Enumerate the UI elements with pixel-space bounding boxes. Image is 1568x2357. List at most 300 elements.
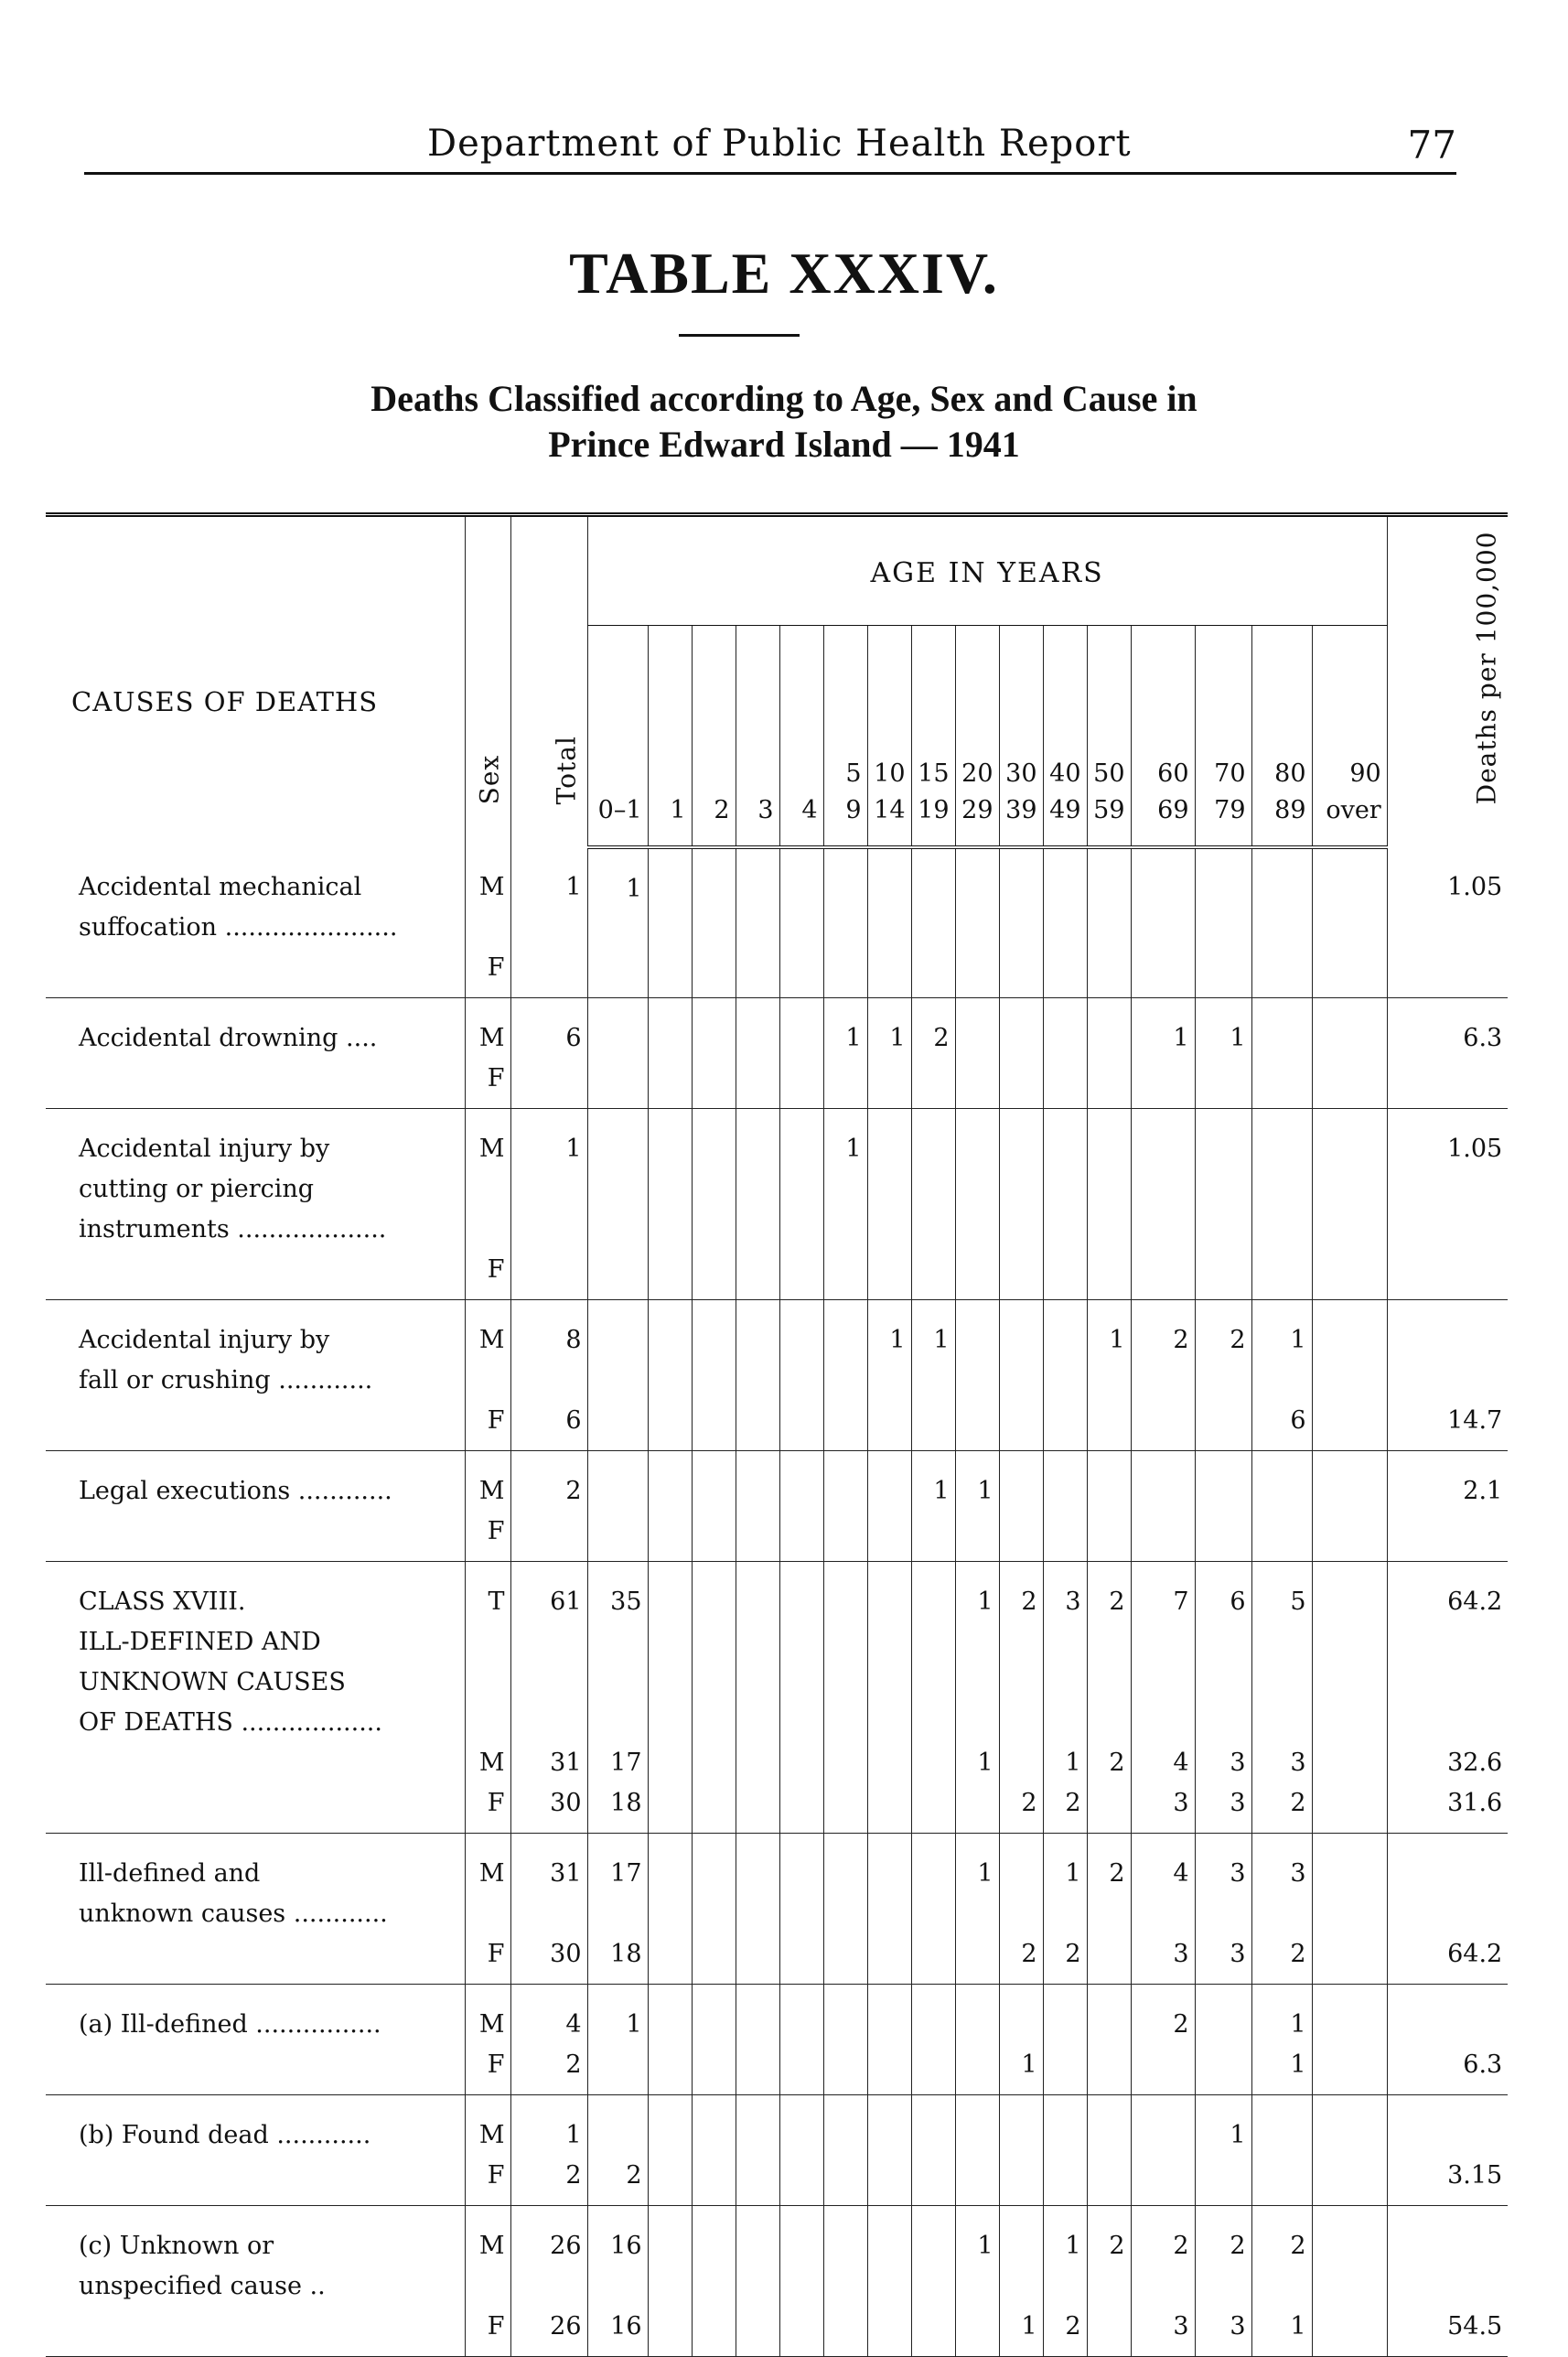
cause-cell: Accidental drowning .... <box>79 1023 378 1052</box>
age-count-cell <box>736 1401 779 1451</box>
age-count-cell <box>692 2094 736 2156</box>
age-count-cell <box>648 2156 692 2206</box>
age-count-cell <box>1043 1450 1087 1512</box>
age-count-cell <box>1195 2045 1251 2095</box>
age-count-cell <box>867 1561 911 1743</box>
age-count-cell <box>648 1108 692 1250</box>
age-count-cell <box>587 1512 648 1562</box>
age-count-cell <box>823 1833 867 1934</box>
total-cell: 26 <box>510 2205 587 2307</box>
age-count-cell <box>867 1059 911 1109</box>
age-count-cell <box>692 1401 736 1451</box>
age-count-cell <box>779 997 823 1059</box>
age-count-cell: 2 <box>1251 1934 1312 1985</box>
age-count-cell <box>736 2045 779 2095</box>
age-count-cell <box>1131 1401 1195 1451</box>
age-count-cell <box>692 1783 736 1834</box>
sex-cell: F <box>465 1934 510 1985</box>
sex-cell: F <box>465 1783 510 1834</box>
sex-cell: M <box>465 1450 510 1512</box>
age-count-cell <box>1195 2156 1251 2206</box>
total-cell: 1 <box>510 1108 587 1250</box>
age-count-cell <box>867 2307 911 2357</box>
age-count-cell <box>1312 1833 1387 1934</box>
age-count-cell <box>1312 1108 1387 1250</box>
age-count-cell <box>692 1250 736 1300</box>
age-count-cell <box>1195 847 1251 948</box>
age-count-cell: 5 <box>1251 1561 1312 1743</box>
age-count-cell <box>999 1108 1043 1250</box>
age-count-cell <box>999 1512 1043 1562</box>
age-count-cell <box>779 1934 823 1985</box>
age-count-cell <box>1087 847 1131 948</box>
age-count-cell <box>648 1984 692 2045</box>
total-cell: 31 <box>510 1833 587 1934</box>
total-cell <box>510 1250 587 1300</box>
age-count-cell <box>1312 948 1387 998</box>
age-count-cell <box>736 847 779 948</box>
rate-cell <box>1387 1299 1508 1401</box>
age-count-cell <box>1251 2156 1312 2206</box>
age-count-cell <box>779 2205 823 2307</box>
age-col-header: 2 <box>692 626 736 847</box>
age-count-cell <box>1087 1059 1131 1109</box>
age-count-cell <box>779 1250 823 1300</box>
age-col-header: 10 14 <box>867 626 911 847</box>
age-count-cell: 1 <box>823 997 867 1059</box>
age-count-cell <box>648 1833 692 1934</box>
page-number: 77 <box>1407 123 1456 167</box>
age-count-cell <box>955 1059 999 1109</box>
age-count-cell <box>911 1059 955 1109</box>
age-count-cell: 2 <box>1131 1299 1195 1401</box>
age-count-cell <box>736 1561 779 1743</box>
age-count-cell <box>736 1108 779 1250</box>
age-count-cell: 1 <box>1195 997 1251 1059</box>
age-count-cell <box>779 1059 823 1109</box>
age-count-cell <box>1043 948 1087 998</box>
age-count-cell <box>999 2156 1043 2206</box>
table-row <box>46 1450 1508 1512</box>
age-count-cell <box>587 2045 648 2095</box>
age-count-cell <box>867 1250 911 1300</box>
age-col-header: 20 29 <box>955 626 999 847</box>
age-count-cell <box>911 1561 955 1743</box>
age-count-cell: 6 <box>1251 1401 1312 1451</box>
rate-cell <box>1387 1984 1508 2045</box>
age-count-cell <box>823 1059 867 1109</box>
total-cell: 30 <box>510 1934 587 1985</box>
age-count-cell: 2 <box>999 1561 1043 1743</box>
age-count-cell <box>911 1743 955 1783</box>
age-count-cell: 1 <box>1251 2045 1312 2095</box>
age-count-cell <box>1312 1934 1387 1985</box>
age-in-years-header: AGE IN YEARS <box>587 515 1387 626</box>
age-count-cell <box>823 2156 867 2206</box>
age-count-cell: 3 <box>1195 1934 1251 1985</box>
age-count-cell <box>692 1450 736 1512</box>
age-count-cell <box>955 1299 999 1401</box>
table-row <box>46 1512 1508 1562</box>
sex-cell: F <box>465 1059 510 1109</box>
age-count-cell: 2 <box>1251 1783 1312 1834</box>
age-count-cell <box>1312 1450 1387 1512</box>
age-count-cell <box>911 1934 955 1985</box>
age-count-cell <box>955 1783 999 1834</box>
age-count-cell <box>1131 1250 1195 1300</box>
age-count-cell <box>1131 2094 1195 2156</box>
total-header: Total <box>510 515 587 847</box>
age-count-cell: 2 <box>1043 1783 1087 1834</box>
age-count-cell: 3 <box>1195 1833 1251 1934</box>
age-count-cell: 2 <box>1195 1299 1251 1401</box>
age-count-cell: 18 <box>587 1934 648 1985</box>
age-count-cell <box>823 1450 867 1512</box>
sex-cell: M <box>465 2094 510 2156</box>
age-count-cell <box>1312 1512 1387 1562</box>
age-count-cell <box>999 1059 1043 1109</box>
age-count-cell <box>779 1512 823 1562</box>
age-count-cell <box>1251 1108 1312 1250</box>
age-count-cell: 3 <box>1195 2307 1251 2357</box>
age-count-cell <box>692 1299 736 1401</box>
age-count-cell <box>1087 1450 1131 1512</box>
age-count-cell <box>1195 1450 1251 1512</box>
deaths-per-100000-header: Deaths per 100,000 <box>1387 515 1508 847</box>
total-cell <box>510 1512 587 1562</box>
age-count-cell: 1 <box>1087 1299 1131 1401</box>
total-cell: 4 <box>510 1984 587 2045</box>
age-count-cell <box>692 2156 736 2206</box>
age-count-cell <box>1195 1512 1251 1562</box>
age-col-header: 3 <box>736 626 779 847</box>
rate-cell: 6.3 <box>1387 2045 1508 2095</box>
age-count-cell <box>1043 1401 1087 1451</box>
table-row <box>46 2094 1508 2156</box>
age-count-cell: 7 <box>1131 1561 1195 1743</box>
age-count-cell <box>1043 1250 1087 1300</box>
cause-cell: (a) Ill-defined ................ <box>79 2009 381 2039</box>
age-count-cell: 1 <box>1251 1299 1312 1401</box>
age-count-cell <box>587 997 648 1059</box>
table-row <box>46 1401 1508 1451</box>
age-count-cell <box>823 2205 867 2307</box>
age-count-cell <box>867 2156 911 2206</box>
age-count-cell <box>692 1059 736 1109</box>
age-count-cell <box>955 2045 999 2095</box>
age-count-cell <box>999 1984 1043 2045</box>
age-count-cell <box>999 1450 1043 1512</box>
rate-cell: 64.2 <box>1387 1934 1508 1985</box>
age-count-cell <box>648 1059 692 1109</box>
age-count-cell <box>999 1743 1043 1783</box>
sex-cell: M <box>465 1299 510 1401</box>
total-cell <box>510 1059 587 1109</box>
age-count-cell <box>692 2307 736 2357</box>
age-count-cell: 2 <box>999 1934 1043 1985</box>
age-count-cell <box>692 1833 736 1934</box>
table-row <box>46 1299 1508 1401</box>
subtitle-line-1: Deaths Classified according to Age, Sex and Cause in <box>371 378 1197 419</box>
rate-cell: 1.05 <box>1387 1108 1508 1250</box>
age-count-cell: 1 <box>955 1743 999 1783</box>
age-count-cell <box>867 1783 911 1834</box>
age-count-cell <box>955 2307 999 2357</box>
total-cell: 1 <box>510 847 587 948</box>
rate-cell <box>1387 948 1508 998</box>
age-count-cell <box>1251 2094 1312 2156</box>
age-count-cell <box>1312 1984 1387 2045</box>
cause-cell <box>46 1783 465 1834</box>
age-count-cell <box>587 1250 648 1300</box>
cause-cell: CLASS XVIII. ILL-DEFINED AND UNKNOWN CAUSES OF DEATHS .................. <box>79 1587 382 1737</box>
age-count-cell <box>1312 1059 1387 1109</box>
age-count-cell <box>648 1401 692 1451</box>
age-count-cell: 16 <box>587 2307 648 2357</box>
age-count-cell: 2 <box>1087 1743 1131 1783</box>
total-cell: 31 <box>510 1743 587 1783</box>
sex-cell: T <box>465 1561 510 1743</box>
age-count-cell <box>955 1984 999 2045</box>
table-row <box>46 2205 1508 2307</box>
age-count-cell <box>1043 1299 1087 1401</box>
rate-cell <box>1387 1059 1508 1109</box>
age-count-cell: 3 <box>1131 2307 1195 2357</box>
age-count-cell <box>823 1561 867 1743</box>
age-count-cell <box>1312 2205 1387 2307</box>
age-count-cell <box>955 2156 999 2206</box>
age-count-cell: 1 <box>999 2307 1043 2357</box>
cause-cell <box>46 1743 465 1783</box>
age-count-cell <box>867 2205 911 2307</box>
age-count-cell <box>779 1299 823 1401</box>
rate-cell <box>1387 2094 1508 2156</box>
age-count-cell <box>587 1299 648 1401</box>
title-rule <box>679 334 800 337</box>
cause-cell <box>46 1512 465 1562</box>
cause-cell: Ill-defined and unknown causes ............ <box>79 1858 388 1928</box>
cause-cell <box>46 1401 465 1451</box>
table-body <box>46 847 1508 2357</box>
age-count-cell <box>999 847 1043 948</box>
age-count-cell <box>1312 1401 1387 1451</box>
age-count-cell: 3 <box>1131 1783 1195 1834</box>
age-count-cell <box>779 948 823 998</box>
age-count-cell: 1 <box>587 847 648 948</box>
sex-cell: M <box>465 1108 510 1250</box>
rate-cell: 1.05 <box>1387 847 1508 948</box>
age-count-cell: 2 <box>1043 2307 1087 2357</box>
age-count-cell <box>1087 997 1131 1059</box>
age-count-cell: 1 <box>1043 1833 1087 1934</box>
age-count-cell <box>999 1250 1043 1300</box>
age-count-cell: 1 <box>867 1299 911 1401</box>
age-count-cell <box>1043 847 1087 948</box>
age-count-cell: 3 <box>1043 1561 1087 1743</box>
age-count-cell: 2 <box>911 997 955 1059</box>
age-count-cell <box>999 1401 1043 1451</box>
cause-cell: (c) Unknown or unspecified cause .. <box>79 2231 326 2300</box>
age-count-cell <box>1087 2045 1131 2095</box>
age-count-cell: 3 <box>1195 1743 1251 1783</box>
age-count-cell <box>648 1783 692 1834</box>
age-count-cell <box>648 1512 692 1562</box>
age-count-cell <box>648 2205 692 2307</box>
age-count-cell <box>1043 1108 1087 1250</box>
age-count-cell: 3 <box>1251 1743 1312 1783</box>
sex-cell: M <box>465 997 510 1059</box>
age-count-cell <box>1131 847 1195 948</box>
age-col-header: 90 over <box>1312 626 1387 847</box>
sex-cell: M <box>465 1833 510 1934</box>
table-row <box>46 1059 1508 1109</box>
age-count-cell: 17 <box>587 1833 648 1934</box>
age-count-cell: 1 <box>911 1450 955 1512</box>
table-row <box>46 1561 1508 1743</box>
table-row <box>46 1833 1508 1934</box>
rate-cell: 2.1 <box>1387 1450 1508 1512</box>
age-count-cell <box>823 2045 867 2095</box>
cause-cell <box>46 1059 465 1109</box>
age-count-cell <box>1087 1250 1131 1300</box>
rate-cell <box>1387 1250 1508 1300</box>
age-count-cell <box>1087 2307 1131 2357</box>
age-count-cell <box>1043 1512 1087 1562</box>
age-count-cell <box>736 1783 779 1834</box>
age-count-cell: 2 <box>1131 2205 1195 2307</box>
age-count-cell <box>779 2094 823 2156</box>
age-count-cell <box>911 2045 955 2095</box>
age-count-cell <box>1251 997 1312 1059</box>
age-count-cell <box>587 2094 648 2156</box>
age-count-cell <box>736 997 779 1059</box>
age-count-cell: 1 <box>823 1108 867 1250</box>
age-count-cell <box>911 1783 955 1834</box>
total-cell <box>510 948 587 998</box>
age-count-cell <box>736 1299 779 1401</box>
age-col-header: 5 9 <box>823 626 867 847</box>
age-count-cell <box>1251 847 1312 948</box>
sex-cell: M <box>465 1984 510 2045</box>
age-count-cell <box>911 2156 955 2206</box>
cause-cell <box>46 2156 465 2206</box>
age-col-header: 0–1 <box>587 626 648 847</box>
sex-cell: M <box>465 1743 510 1783</box>
age-count-cell <box>1251 948 1312 998</box>
age-count-cell <box>867 2094 911 2156</box>
age-count-cell <box>999 2094 1043 2156</box>
age-count-cell: 1 <box>1131 997 1195 1059</box>
age-count-cell: 2 <box>1087 2205 1131 2307</box>
age-count-cell <box>692 1743 736 1783</box>
age-count-cell <box>648 2307 692 2357</box>
age-col-header: 15 19 <box>911 626 955 847</box>
age-count-cell <box>911 2307 955 2357</box>
age-count-cell <box>955 1401 999 1451</box>
sex-cell: F <box>465 2156 510 2206</box>
age-col-header: 50 59 <box>1087 626 1131 847</box>
age-count-cell: 3 <box>1131 1934 1195 1985</box>
age-count-cell: 1 <box>1043 1743 1087 1783</box>
age-count-cell <box>955 1512 999 1562</box>
table-row <box>46 2045 1508 2095</box>
age-count-cell <box>779 2045 823 2095</box>
sex-cell: F <box>465 2307 510 2357</box>
age-count-cell <box>955 1934 999 1985</box>
age-col-header: 4 <box>779 626 823 847</box>
total-cell: 2 <box>510 2156 587 2206</box>
total-cell: 2 <box>510 2045 587 2095</box>
age-count-cell <box>999 948 1043 998</box>
age-count-cell <box>692 997 736 1059</box>
age-count-cell <box>1251 1250 1312 1300</box>
age-count-cell: 2 <box>1131 1984 1195 2045</box>
total-cell: 61 <box>510 1561 587 1743</box>
sex-header: Sex <box>465 515 510 847</box>
age-count-cell <box>1195 1059 1251 1109</box>
age-count-cell <box>1087 1401 1131 1451</box>
age-count-cell <box>1195 1250 1251 1300</box>
total-cell: 30 <box>510 1783 587 1834</box>
total-cell: 8 <box>510 1299 587 1401</box>
age-count-cell <box>1251 1512 1312 1562</box>
age-count-cell <box>648 2094 692 2156</box>
age-count-cell: 1 <box>911 1299 955 1401</box>
age-count-cell <box>648 1450 692 1512</box>
cause-cell: Accidental injury by fall or crushing ............ <box>79 1325 373 1394</box>
age-count-cell <box>867 847 911 948</box>
age-count-cell <box>1131 1450 1195 1512</box>
age-count-cell <box>587 1450 648 1512</box>
rate-cell: 64.2 <box>1387 1561 1508 1743</box>
sex-cell: M <box>465 847 510 948</box>
age-count-cell <box>1312 1743 1387 1783</box>
cause-cell <box>46 2045 465 2095</box>
age-count-cell <box>867 948 911 998</box>
age-count-cell <box>867 2045 911 2095</box>
age-count-cell <box>692 1108 736 1250</box>
age-count-cell <box>736 1934 779 1985</box>
table-row <box>46 997 1508 1059</box>
age-count-cell <box>1312 847 1387 948</box>
age-count-cell: 1 <box>1195 2094 1251 2156</box>
age-count-cell <box>1312 1299 1387 1401</box>
age-count-cell <box>1087 2156 1131 2206</box>
age-count-cell <box>736 1059 779 1109</box>
age-count-cell <box>1087 1934 1131 1985</box>
age-count-cell <box>867 1450 911 1512</box>
sex-cell: F <box>465 1512 510 1562</box>
age-count-cell <box>648 1299 692 1401</box>
age-count-cell <box>1195 948 1251 998</box>
age-count-cell <box>823 1984 867 2045</box>
age-count-cell <box>823 1299 867 1401</box>
age-count-cell <box>955 2094 999 2156</box>
age-count-cell <box>736 2094 779 2156</box>
age-count-cell <box>692 2205 736 2307</box>
age-count-cell <box>823 1743 867 1783</box>
deaths-table <box>46 512 1508 2357</box>
sex-cell: F <box>465 2045 510 2095</box>
age-col-header: 30 39 <box>999 626 1043 847</box>
age-count-cell <box>736 948 779 998</box>
age-count-cell: 2 <box>1087 1833 1131 1934</box>
age-count-cell <box>955 1108 999 1250</box>
age-count-cell <box>736 1743 779 1783</box>
age-count-cell <box>1195 1401 1251 1451</box>
table-row <box>46 1250 1508 1300</box>
age-count-cell <box>779 2156 823 2206</box>
